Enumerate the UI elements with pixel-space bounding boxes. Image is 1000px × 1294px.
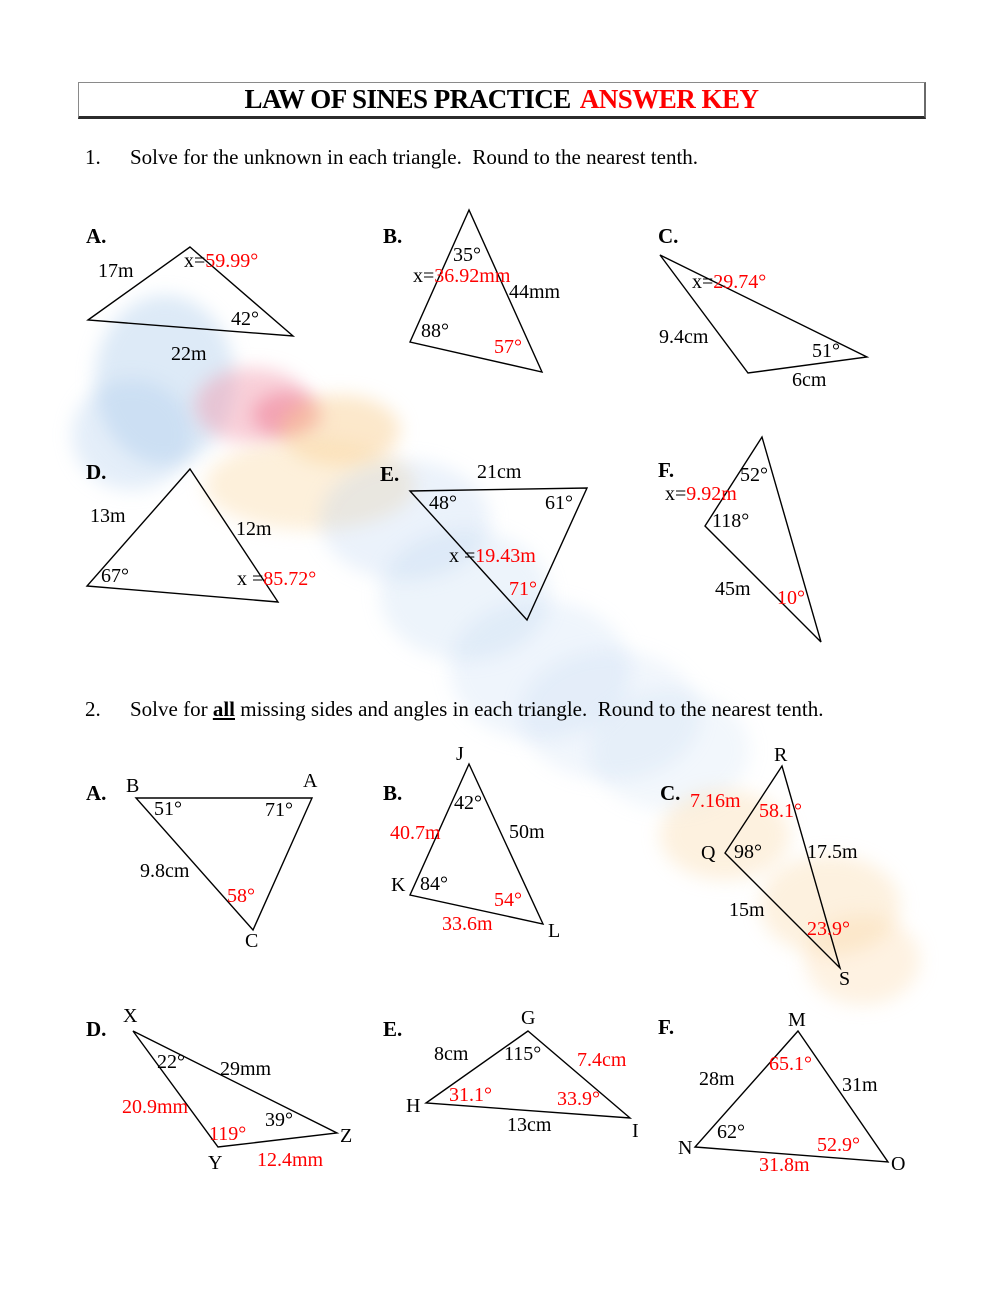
problem-1e-label: E. bbox=[380, 462, 400, 486]
side-length-label: 13m bbox=[90, 505, 126, 527]
answer-angle-label: 33.9° bbox=[557, 1088, 600, 1110]
problem-1f-label: F. bbox=[658, 458, 675, 482]
x-prefix: x = bbox=[237, 568, 264, 590]
side-length-label: 8cm bbox=[434, 1043, 469, 1065]
answer-side-label: 12.4mm bbox=[257, 1149, 324, 1171]
vertex-label: Y bbox=[208, 1152, 223, 1174]
angle-label: 35° bbox=[453, 244, 481, 266]
answer-angle-label: 31.1° bbox=[449, 1084, 492, 1106]
side-length-label: 44mm bbox=[509, 281, 561, 303]
answer-angle-label: 71° bbox=[509, 578, 537, 600]
watermark-blob bbox=[280, 395, 400, 465]
side-length-label: 29mm bbox=[220, 1058, 272, 1080]
side-length-label: 9.4cm bbox=[659, 326, 709, 348]
question-1-number: 1. bbox=[85, 145, 101, 169]
angle-label: 115° bbox=[504, 1043, 542, 1065]
side-length-label: 31m bbox=[842, 1074, 878, 1096]
answer-side-label: 20.9mm bbox=[122, 1096, 189, 1118]
side-length-label: 45m bbox=[715, 578, 751, 600]
page-title bbox=[244, 84, 758, 115]
vertex-label: M bbox=[788, 1009, 806, 1031]
answer-side-label: 7.4cm bbox=[577, 1049, 627, 1071]
vertex-label: A bbox=[303, 770, 318, 792]
vertex-label: I bbox=[632, 1120, 639, 1142]
side-length-label: 22m bbox=[171, 343, 207, 365]
triangle-2b bbox=[405, 759, 548, 929]
angle-label: 42° bbox=[231, 308, 259, 330]
question-1-text: Solve for the unknown in each triangle. Round to the nearest tenth. bbox=[130, 145, 699, 169]
answer-label bbox=[237, 569, 316, 590]
angle-label: 71° bbox=[265, 799, 293, 821]
answer-angle-label: 65.1° bbox=[769, 1053, 812, 1075]
problem-1c-label: C. bbox=[658, 224, 679, 248]
title-answer-key: ANSWER KEY bbox=[579, 84, 759, 114]
problem-2e-label: E. bbox=[383, 1017, 403, 1041]
vertex-label: S bbox=[839, 968, 851, 990]
answer-value: 19.43m bbox=[475, 545, 536, 567]
vertex-label: C bbox=[245, 930, 259, 952]
angle-label: 98° bbox=[734, 841, 762, 863]
answer-value: 85.72° bbox=[263, 568, 317, 590]
side-length-label: 21cm bbox=[477, 461, 522, 483]
answer-angle-label: 58.1° bbox=[759, 800, 802, 822]
answer-angle-label: 52.9° bbox=[817, 1134, 860, 1156]
angle-label: 88° bbox=[421, 320, 449, 342]
angle-label: 62° bbox=[717, 1121, 745, 1143]
angle-label: 48° bbox=[429, 492, 457, 514]
side-length-label: 9.8cm bbox=[140, 860, 190, 882]
answer-label bbox=[692, 272, 766, 293]
answer-value: 36.92mm bbox=[434, 265, 511, 287]
angle-label: 67° bbox=[101, 565, 129, 587]
side-length-label: 28m bbox=[699, 1068, 735, 1090]
question-2-text bbox=[130, 697, 823, 722]
answer-side-label: 40.7m bbox=[390, 822, 441, 844]
vertex-label: H bbox=[406, 1095, 421, 1117]
x-prefix: x= bbox=[692, 271, 714, 293]
answer-label bbox=[665, 484, 737, 505]
answer-angle-label: 58° bbox=[227, 885, 255, 907]
answer-side-label: 7.16m bbox=[690, 790, 741, 812]
side-length-label: 12m bbox=[236, 518, 272, 540]
angle-label: 42° bbox=[454, 792, 482, 814]
triangle-2f bbox=[690, 1026, 893, 1167]
angle-label: 118° bbox=[712, 510, 750, 532]
problem-2c-label: C. bbox=[660, 781, 681, 805]
problem-1b-label: B. bbox=[383, 224, 403, 248]
answer-value: 9.92m bbox=[686, 483, 737, 505]
answer-value: 59.99° bbox=[205, 250, 259, 272]
angle-label: 61° bbox=[545, 492, 573, 514]
vertex-label: J bbox=[456, 743, 464, 765]
angle-label: 39° bbox=[265, 1109, 293, 1131]
problem-2b-label: B. bbox=[383, 781, 403, 805]
problem-2f-label: F. bbox=[658, 1015, 675, 1039]
side-length-label: 13cm bbox=[507, 1114, 552, 1136]
side-length-label: 17m bbox=[98, 260, 134, 282]
side-length-label: 17.5m bbox=[807, 841, 858, 863]
answer-angle-label: 10° bbox=[777, 587, 805, 609]
problem-1a-label: A. bbox=[86, 224, 107, 248]
angle-label: 22° bbox=[157, 1051, 185, 1073]
q2-all: all bbox=[212, 697, 235, 721]
answer-label bbox=[184, 251, 258, 272]
vertex-label: K bbox=[391, 874, 406, 896]
triangle-2e bbox=[421, 1026, 635, 1123]
vertex-label: G bbox=[521, 1007, 536, 1029]
vertex-label: N bbox=[678, 1137, 693, 1159]
vertex-label: Q bbox=[701, 842, 716, 864]
title-main: LAW OF SINES PRACTICE bbox=[244, 84, 571, 114]
question-2-number: 2. bbox=[85, 697, 101, 721]
vertex-label: L bbox=[548, 920, 561, 942]
q2-pre: Solve for bbox=[130, 697, 213, 721]
x-prefix: x= bbox=[413, 265, 435, 287]
angle-label: 52° bbox=[740, 464, 768, 486]
answer-angle-label: 23.9° bbox=[807, 918, 850, 940]
problem-2a-label: A. bbox=[86, 781, 107, 805]
side-length-label: 50m bbox=[509, 821, 545, 843]
answer-angle-label: 119° bbox=[209, 1123, 247, 1145]
problem-2d-label: D. bbox=[86, 1017, 107, 1041]
watermark-blob bbox=[252, 392, 322, 437]
x-prefix: x= bbox=[184, 250, 206, 272]
answer-side-label: 33.6m bbox=[442, 913, 493, 935]
answer-value: 29.74° bbox=[713, 271, 767, 293]
x-prefix: x= bbox=[665, 483, 687, 505]
watermark-blob bbox=[195, 368, 310, 443]
answer-side-label: 31.8m bbox=[759, 1154, 810, 1176]
answer-angle-label: 57° bbox=[494, 336, 522, 358]
vertex-label: B bbox=[126, 775, 140, 797]
x-prefix: x = bbox=[449, 545, 476, 567]
answer-label bbox=[413, 266, 510, 287]
angle-label: 51° bbox=[154, 798, 182, 820]
angle-label: 84° bbox=[420, 873, 448, 895]
vertex-label: O bbox=[891, 1153, 906, 1175]
q2-post: missing sides and angles in each triangle. Round to the nearest tenth. bbox=[235, 697, 824, 721]
title-box bbox=[78, 82, 926, 119]
triangle-1c bbox=[655, 250, 875, 380]
answer-angle-label: 54° bbox=[494, 889, 522, 911]
problem-1d-label: D. bbox=[86, 460, 107, 484]
vertex-label: X bbox=[123, 1005, 138, 1027]
answer-label bbox=[449, 546, 536, 567]
side-length-label: 6cm bbox=[792, 369, 827, 391]
side-length-label: 15m bbox=[729, 899, 765, 921]
angle-label: 51° bbox=[812, 340, 840, 362]
vertex-label: Z bbox=[340, 1125, 353, 1147]
vertex-label: R bbox=[774, 744, 788, 766]
